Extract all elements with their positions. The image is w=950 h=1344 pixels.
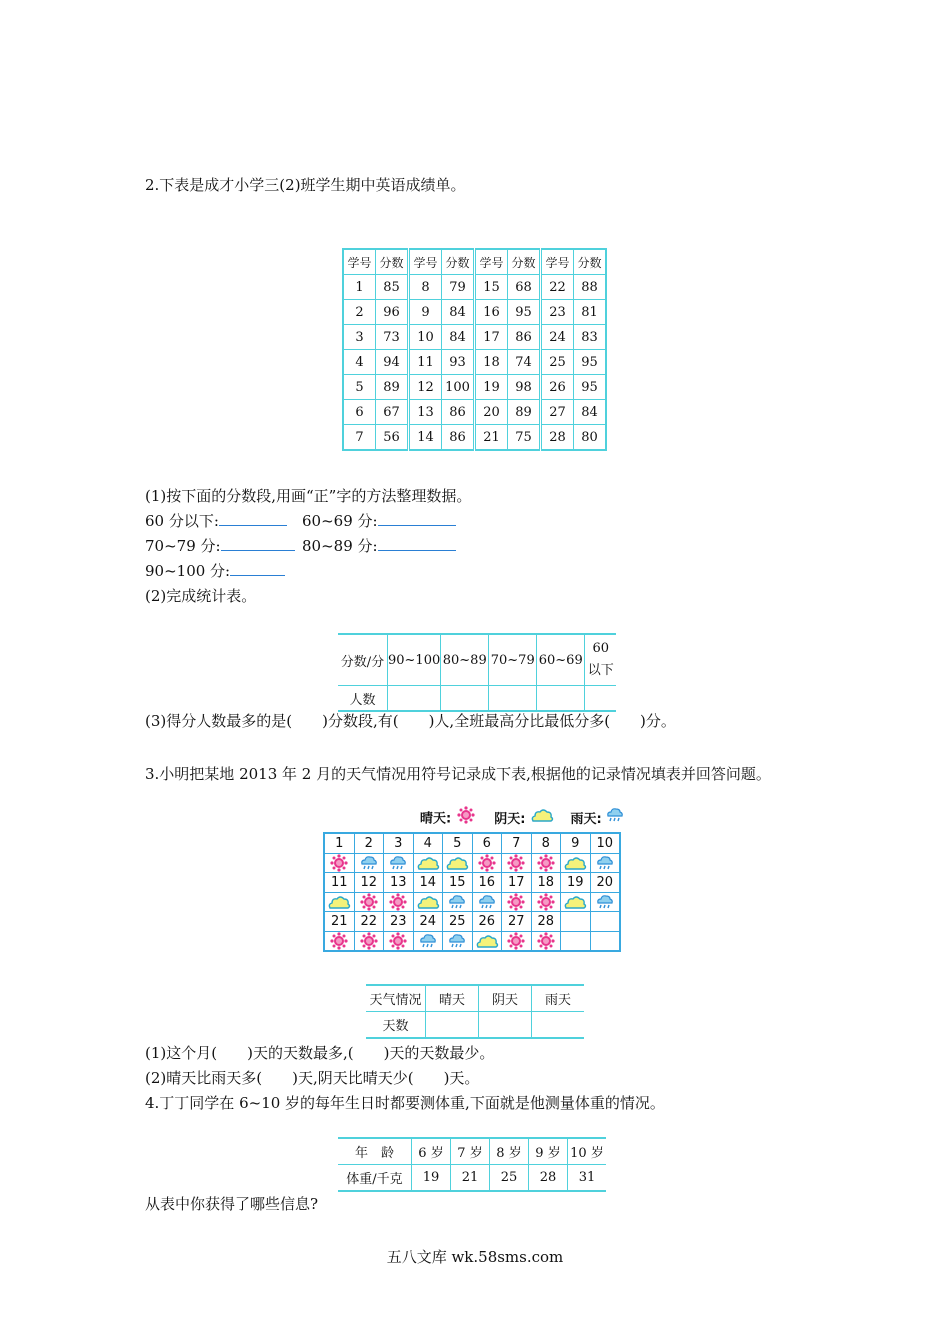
sun-icon xyxy=(531,931,561,951)
answer-blank[interactable] xyxy=(230,563,285,576)
answer-blank[interactable] xyxy=(378,513,456,526)
table-cell: 85 xyxy=(376,275,409,300)
weight-cell: 31 xyxy=(568,1165,607,1192)
range-label: 90~100 分: xyxy=(145,562,231,580)
table-cell: 94 xyxy=(376,350,409,375)
header-cell: 雨天 xyxy=(532,985,585,1012)
table-cell: 17 xyxy=(475,325,508,350)
table-cell: 56 xyxy=(376,425,409,451)
table-cell: 86 xyxy=(442,400,475,425)
range-label: 80~89 分: xyxy=(302,537,378,555)
age-cell: 8 岁 xyxy=(490,1138,529,1165)
range-label: 70~79 分: xyxy=(145,537,221,555)
rain-icon xyxy=(384,853,414,873)
header-cell-line: 60 xyxy=(592,641,610,656)
table-cell: 96 xyxy=(376,300,409,325)
header-cell: 学号 xyxy=(475,249,508,275)
cloud-icon xyxy=(561,892,591,912)
row-label: 年 龄 xyxy=(338,1138,412,1165)
calendar-day-number: 1 xyxy=(324,833,354,853)
q3-title: 3.小明把某地 2013 年 2 月的天气情况用符号记录成下表,根据他的记录情况填表并回答问题。 xyxy=(145,765,771,783)
row-label: 天数 xyxy=(366,1012,426,1039)
sun-icon xyxy=(502,892,532,912)
calendar-day-number: 8 xyxy=(531,833,561,853)
calendar-empty-cell xyxy=(561,931,591,951)
table-cell: 14 xyxy=(409,425,442,451)
calendar-day-number xyxy=(561,912,591,932)
calendar-day-number: 9 xyxy=(561,833,591,853)
q2-title: 2.下表是成才小学三(2)班学生期中英语成绩单。 xyxy=(145,176,466,194)
calendar-day-number: 26 xyxy=(472,912,502,932)
table-cell: 10 xyxy=(409,325,442,350)
calendar-day-number: 3 xyxy=(384,833,414,853)
weight-table xyxy=(338,1137,606,1192)
score-table-header xyxy=(343,249,606,275)
range-60-69-line xyxy=(302,510,456,531)
row-label: 体重/千克 xyxy=(338,1165,412,1192)
calendar-day-number: 25 xyxy=(443,912,473,932)
table-cell: 2 xyxy=(343,300,376,325)
calendar-day-number: 28 xyxy=(531,912,561,932)
sun-icon xyxy=(354,892,384,912)
table-cell: 67 xyxy=(376,400,409,425)
table-cell: 89 xyxy=(376,375,409,400)
age-cell: 6 岁 xyxy=(412,1138,451,1165)
rain-icon xyxy=(443,892,473,912)
header-cell-line: 以下 xyxy=(587,663,614,678)
calendar-day-row xyxy=(324,833,620,853)
cloud-icon xyxy=(413,853,443,873)
table-cell: 16 xyxy=(475,300,508,325)
header-cell: 60~69 xyxy=(537,634,585,686)
header-cell: 90~100 xyxy=(388,634,441,686)
range-70-79-line xyxy=(145,535,295,556)
sun-icon xyxy=(384,931,414,951)
table-cell: 84 xyxy=(574,400,607,425)
calendar-day-number: 12 xyxy=(354,873,384,893)
table-row xyxy=(343,425,606,451)
table-cell: 98 xyxy=(508,375,541,400)
answer-blank[interactable] xyxy=(221,538,295,551)
table-cell: 95 xyxy=(574,350,607,375)
calendar-day-number: 11 xyxy=(324,873,354,893)
cloud-icon xyxy=(413,892,443,912)
weather-legend xyxy=(420,806,624,828)
calendar-empty-cell xyxy=(590,931,620,951)
range-80-89-line xyxy=(302,535,456,556)
table-cell: 21 xyxy=(475,425,508,451)
weight-cell: 28 xyxy=(529,1165,568,1192)
calendar-day-number: 19 xyxy=(561,873,591,893)
table-row xyxy=(343,275,606,300)
table-cell: 11 xyxy=(409,350,442,375)
table-cell: 86 xyxy=(442,425,475,451)
table-row xyxy=(343,400,606,425)
table-cell: 89 xyxy=(508,400,541,425)
rain-icon xyxy=(413,931,443,951)
calendar-day-number: 16 xyxy=(472,873,502,893)
calendar-day-number: 22 xyxy=(354,912,384,932)
calendar-day-number: 17 xyxy=(502,873,532,893)
calendar-day-number: 15 xyxy=(443,873,473,893)
legend-sunny-label: 晴天: xyxy=(420,811,452,827)
table-cell: 13 xyxy=(409,400,442,425)
cloud-icon xyxy=(472,931,502,951)
calendar-day-number: 13 xyxy=(384,873,414,893)
table-cell: 95 xyxy=(508,300,541,325)
rain-icon xyxy=(590,892,620,912)
range-90-100-line xyxy=(145,560,285,581)
answer-cell[interactable] xyxy=(537,686,585,712)
range-label: 60 分以下: xyxy=(145,512,219,530)
range-below-60-line xyxy=(145,510,287,531)
table-cell: 80 xyxy=(574,425,607,451)
q3-sub2: (2)晴天比雨天多( )天,阴天比晴天少( )天。 xyxy=(145,1069,480,1087)
q4-question: 从表中你获得了哪些信息? xyxy=(145,1195,319,1213)
sun-icon xyxy=(531,853,561,873)
calendar-day-number: 6 xyxy=(472,833,502,853)
rain-icon xyxy=(590,853,620,873)
table-cell: 9 xyxy=(409,300,442,325)
calendar-day-number: 4 xyxy=(413,833,443,853)
table-cell: 95 xyxy=(574,375,607,400)
age-row xyxy=(338,1138,606,1165)
rain-icon xyxy=(606,812,624,827)
footer-watermark: 五八文库 wk.58sms.com xyxy=(386,1248,564,1266)
header-cell xyxy=(585,634,617,686)
age-cell: 9 岁 xyxy=(529,1138,568,1165)
weight-row xyxy=(338,1165,606,1192)
weather-count-row xyxy=(366,1012,584,1039)
calendar-day-number: 5 xyxy=(443,833,473,853)
header-cell: 分数 xyxy=(442,249,475,275)
cloud-icon xyxy=(443,853,473,873)
calendar-weather-row xyxy=(324,892,620,912)
table-cell: 1 xyxy=(343,275,376,300)
table-cell: 75 xyxy=(508,425,541,451)
range-label: 60~69 分: xyxy=(302,512,378,530)
table-cell: 25 xyxy=(541,350,574,375)
q2-sub2: (2)完成统计表。 xyxy=(145,587,257,605)
calendar-day-number: 18 xyxy=(531,873,561,893)
sun-icon xyxy=(531,892,561,912)
answer-cell[interactable] xyxy=(388,686,441,712)
table-cell: 74 xyxy=(508,350,541,375)
sun-icon xyxy=(502,931,532,951)
table-cell: 3 xyxy=(343,325,376,350)
table-cell: 81 xyxy=(574,300,607,325)
calendar-day-number: 20 xyxy=(590,873,620,893)
sun-icon xyxy=(456,813,481,828)
cloud-icon xyxy=(561,853,591,873)
age-cell: 10 岁 xyxy=(568,1138,607,1165)
stat-table xyxy=(338,633,616,712)
weather-header-row xyxy=(366,985,584,1012)
header-cell: 分数 xyxy=(376,249,409,275)
table-cell: 93 xyxy=(442,350,475,375)
answer-cell[interactable] xyxy=(441,686,489,712)
table-cell: 68 xyxy=(508,275,541,300)
age-cell: 7 岁 xyxy=(451,1138,490,1165)
cloud-icon xyxy=(530,812,559,827)
table-cell: 84 xyxy=(442,325,475,350)
sun-icon xyxy=(384,892,414,912)
header-cell: 分数 xyxy=(508,249,541,275)
header-cell: 天气情况 xyxy=(366,985,426,1012)
calendar-weather-row xyxy=(324,853,620,873)
answer-cell[interactable] xyxy=(426,1012,479,1039)
header-cell: 70~79 xyxy=(489,634,537,686)
weight-cell: 19 xyxy=(412,1165,451,1192)
answer-blank[interactable] xyxy=(219,513,287,526)
table-cell: 86 xyxy=(508,325,541,350)
calendar-day-number: 2 xyxy=(354,833,384,853)
legend-cloudy-label: 阴天: xyxy=(494,811,526,827)
weight-cell: 25 xyxy=(490,1165,529,1192)
table-cell: 83 xyxy=(574,325,607,350)
score-table xyxy=(342,248,607,451)
answer-cell[interactable] xyxy=(585,686,617,712)
row-label: 人数 xyxy=(338,686,388,712)
sun-icon xyxy=(502,853,532,873)
q3-sub1: (1)这个月( )天的天数最多,( )天的天数最少。 xyxy=(145,1044,495,1062)
rain-icon xyxy=(472,892,502,912)
rain-icon xyxy=(443,931,473,951)
rain-icon xyxy=(354,853,384,873)
table-cell: 22 xyxy=(541,275,574,300)
calendar-day-number: 27 xyxy=(502,912,532,932)
table-cell: 100 xyxy=(442,375,475,400)
legend-rainy-label: 雨天: xyxy=(570,811,602,827)
calendar-day-number: 23 xyxy=(384,912,414,932)
table-cell: 5 xyxy=(343,375,376,400)
table-cell: 24 xyxy=(541,325,574,350)
table-row xyxy=(343,375,606,400)
answer-cell[interactable] xyxy=(489,686,537,712)
table-cell: 12 xyxy=(409,375,442,400)
calendar-day-number: 24 xyxy=(413,912,443,932)
header-cell: 80~89 xyxy=(441,634,489,686)
calendar-day-number: 21 xyxy=(324,912,354,932)
table-cell: 28 xyxy=(541,425,574,451)
header-cell: 晴天 xyxy=(426,985,479,1012)
header-cell: 分数 xyxy=(574,249,607,275)
table-cell: 15 xyxy=(475,275,508,300)
table-cell: 7 xyxy=(343,425,376,451)
header-cell: 学号 xyxy=(343,249,376,275)
table-cell: 27 xyxy=(541,400,574,425)
calendar-day-number xyxy=(590,912,620,932)
sun-icon xyxy=(324,931,354,951)
answer-blank[interactable] xyxy=(378,538,456,551)
sun-icon xyxy=(324,853,354,873)
stat-count-row xyxy=(338,686,616,712)
q4-title: 4.丁丁同学在 6~10 岁的每年生日时都要测体重,下面就是他测量体重的情况。 xyxy=(145,1094,665,1112)
table-row xyxy=(343,350,606,375)
sun-icon xyxy=(472,853,502,873)
table-cell: 73 xyxy=(376,325,409,350)
calendar-day-number: 10 xyxy=(590,833,620,853)
table-cell: 88 xyxy=(574,275,607,300)
cloud-icon xyxy=(324,892,354,912)
stat-header-row xyxy=(338,634,616,686)
header-cell: 学号 xyxy=(409,249,442,275)
table-cell: 4 xyxy=(343,350,376,375)
header-cell: 分数/分 xyxy=(338,634,388,686)
table-cell: 79 xyxy=(442,275,475,300)
header-cell: 阴天 xyxy=(479,985,532,1012)
weather-count-table xyxy=(366,984,584,1039)
calendar-day-number: 7 xyxy=(502,833,532,853)
sun-icon xyxy=(354,931,384,951)
calendar-day-row xyxy=(324,912,620,932)
table-row xyxy=(343,300,606,325)
calendar-day-number: 14 xyxy=(413,873,443,893)
q2-sub1: (1)按下面的分数段,用画“正”字的方法整理数据。 xyxy=(145,487,472,505)
answer-cell[interactable] xyxy=(532,1012,585,1039)
table-cell: 20 xyxy=(475,400,508,425)
table-cell: 84 xyxy=(442,300,475,325)
table-cell: 19 xyxy=(475,375,508,400)
weight-cell: 21 xyxy=(451,1165,490,1192)
table-cell: 6 xyxy=(343,400,376,425)
weather-calendar xyxy=(323,832,621,952)
table-cell: 8 xyxy=(409,275,442,300)
table-cell: 23 xyxy=(541,300,574,325)
calendar-weather-row xyxy=(324,931,620,951)
answer-cell[interactable] xyxy=(479,1012,532,1039)
q2-sub3: (3)得分人数最多的是( )分数段,有( )人,全班最高分比最低分多( )分。 xyxy=(145,712,676,730)
table-cell: 26 xyxy=(541,375,574,400)
table-cell: 18 xyxy=(475,350,508,375)
table-row xyxy=(343,325,606,350)
header-cell: 学号 xyxy=(541,249,574,275)
calendar-day-row xyxy=(324,873,620,893)
